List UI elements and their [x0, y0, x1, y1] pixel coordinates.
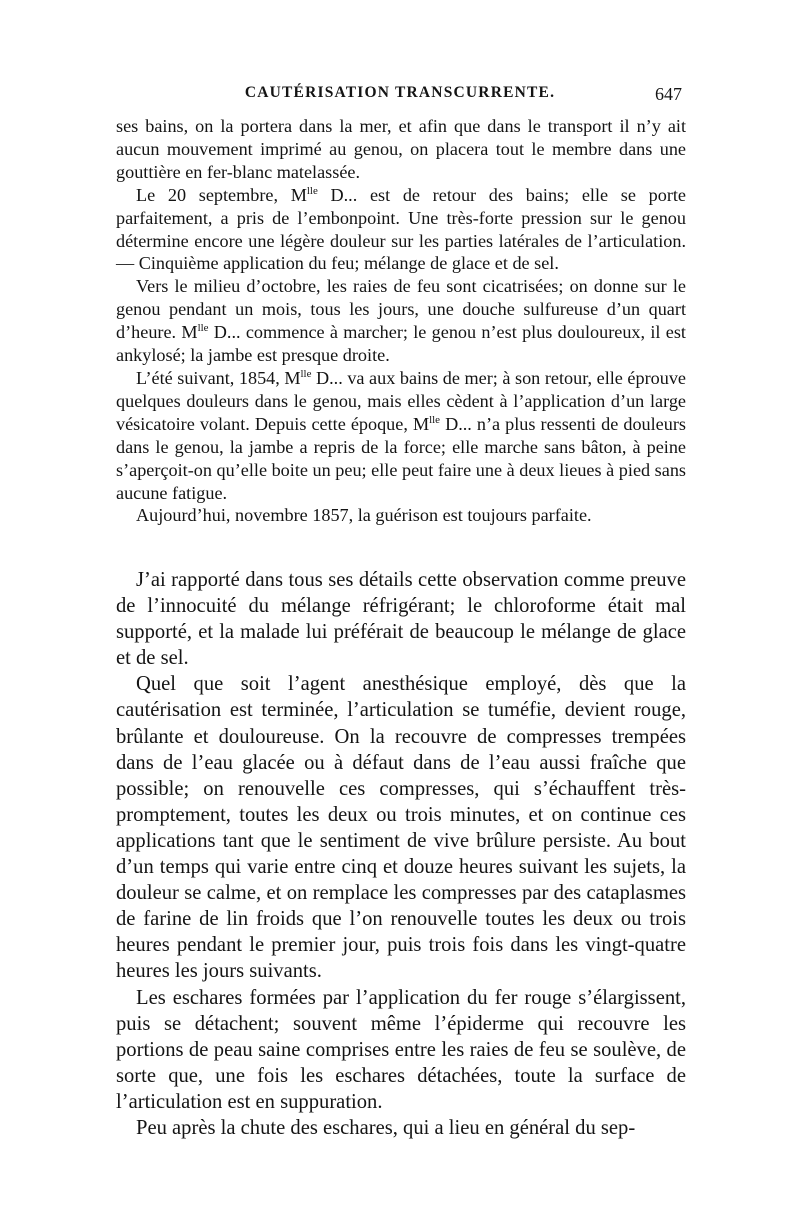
- body-paragraph: Quel que soit l’agent anesthésique employé, dès que la cautérisation est terminée, l’articulation se tuméfie, devient rouge, brûlante et douloureuse. On la recouvre de compresses trempées dans de l’eau glacée ou à défaut dans de l’eau aussi fraîche que possible; on renouvelle ces compresses, qui s’échauffent très-promptement, toutes les deux ou trois minutes, et on continue ces applications tant que le sentiment de vive brûlure persiste. Au bout d’un temps qui varie entre cinq et douze heures suivant les sujets, la douleur se calme, et on remplace les compresses par des cataplasmes de farine de lin froids que l’on renouvelle toutes les deux ou trois heures pendant le premier jour, puis trois fois dans les vingt-quatre heures les jours suivants.: [116, 673, 686, 983]
- observation-paragraph: Vers le milieu d’octobre, les raies de feu sont cicatrisées; on donne sur le genou pendant un mois, tous les jours, une douche sulfureuse d’un quart d’heure. $M^{lle}$ D... commence à marcher; le genou n’est plus douloureux, il est ankylosé; la jambe est presque droite.: [116, 276, 686, 366]
- observation-paragraph: Le 20 septembre, $M^{lle}$ D... est de retour des bains; elle se porte parfaitement, a pris de l’embonpoint. Une très-forte pression sur le genou détermine encore une légère douleur sur les parties latérales de l’articulation. — Cinquième application du feu; mélange de glace et de sel.: [116, 184, 687, 274]
- page-number: 647: [655, 84, 682, 104]
- observation-paragraph: L’été suivant, 1854, $M^{lle}$ D... va aux bains de mer; à son retour, elle éprouve quelques douleurs dans le genou, mais elles cèdent à l’application d’un large vésicatoire volant. Depuis cette époque, $M^{lle}$ D... n’a plus ressenti de douleurs dans le genou, la jambe a repris de la force; elle marche sans bâton, à peine s’aperçoit-on qu’elle boite un peu; elle peut faire une à deux lieues à pied sans aucune fatigue.: [116, 367, 686, 503]
- body-paragraph: Les eschares formées par l’application du fer rouge s’élargissent, puis se détachent; souvent même l’épiderme qui recouvre les portions de peau saine comprises entre les raies de feu se soulève, de sorte que, une fois les eschares détachées, toute la surface de l’articulation est en suppuration.: [116, 986, 686, 1113]
- running-header: [116, 84, 684, 114]
- running-title: CAUTÉRISATION TRANSCURRENTE.: [244, 84, 556, 101]
- observation-paragraph: ses bains, on la portera dans la mer, et afin que dans le transport il n’y ait aucun mouvement imprimé au genou, on placera tout le membre dans une gouttière en fer-blanc matelassée.: [116, 116, 686, 182]
- main-text-section: [116, 567, 686, 1141]
- body-paragraph: Peu après la chute des eschares, qui a lieu en général du sep-: [136, 1116, 636, 1139]
- observation-section: [116, 115, 686, 527]
- observation-paragraph: Aujourd’hui, novembre 1857, la guérison est toujours parfaite.: [136, 505, 592, 526]
- body-paragraph: J’ai rapporté dans tous ses détails cette observation comme preuve de l’innocuité du mélange réfrigérant; le chloroforme était mal supporté, et la malade lui préférait de beaucoup le mélange de glace et de sel.: [116, 569, 686, 670]
